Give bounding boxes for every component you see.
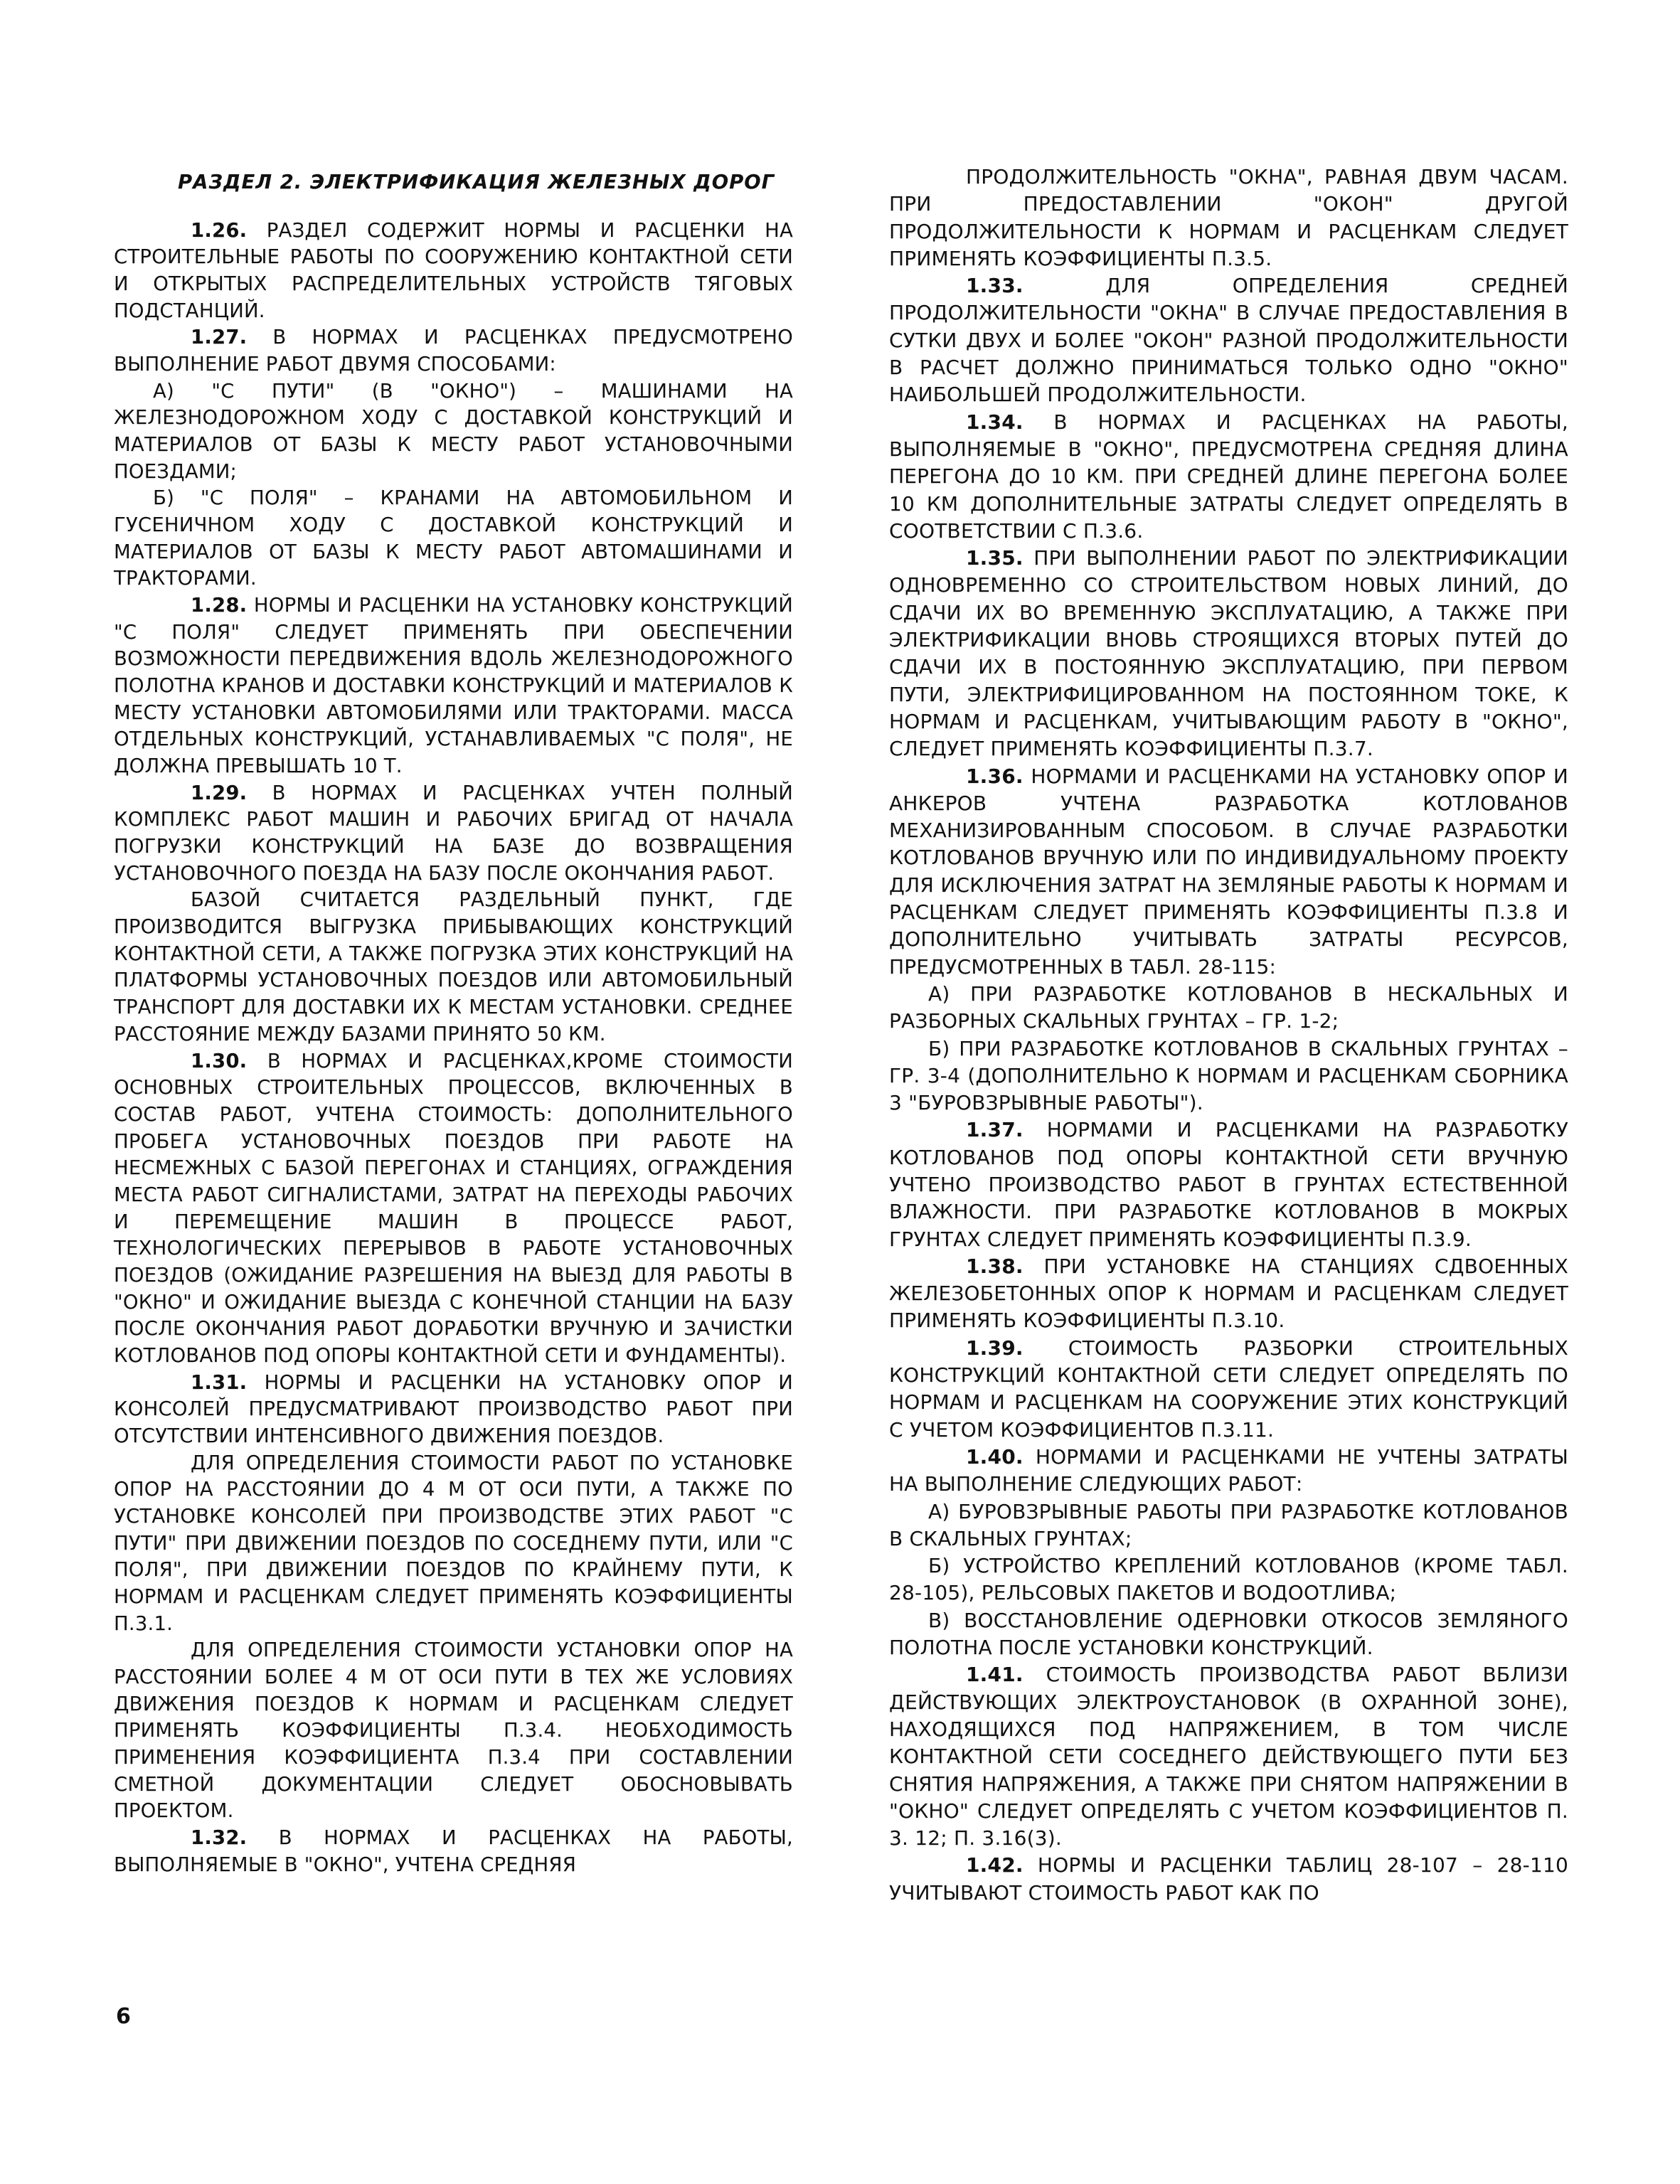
clause-number: 1.38. [966, 1254, 1024, 1278]
clause-number: 1.42. [966, 1853, 1024, 1877]
clause-number: 1.26. [191, 218, 248, 242]
paragraph-text: В НОРМАХ И РАСЦЕНКАХ,КРОМЕ СТОИМОСТИ ОСНОВНЫХ СТРОИТЕЛЬНЫХ ПРОЦЕССОВ, ВКЛЮЧЕННЫХ В СОСТАВ РАБОТ, УЧТЕНА СТОИМОСТЬ: ДОПОЛНИТЕЛЬНОГО ПРОБЕГА УСТАНОВОЧНЫХ ПОЕЗДОВ ПРИ РАБОТЕ НА НЕСМЕЖНЫХ С БАЗОЙ ПЕРЕГОНАХ И СТАНЦИЯХ, ОГРАЖДЕНИЯ МЕСТА РАБОТ СИГНАЛИСТАМИ, ЗАТРАТ НА ПЕРЕХОДЫ РАБОЧИХ И ПЕРЕМЕЩЕНИЕ МАШИН В ПРОЦЕССЕ РАБОТ, ТЕХНОЛОГИЧЕСКИХ ПЕРЕРЫВОВ В РАБОТЕ УСТАНОВОЧНЫХ ПОЕЗДОВ (ОЖИДАНИЕ РАЗРЕШЕНИЯ НА ВЫЕЗД ДЛЯ РАБОТЫ В "ОКНО" И ОЖИДАНИЕ ВЫЕЗДА С КОНЕЧНОЙ СТАНЦИИ НА БАЗУ ПОСЛЕ ОКОНЧАНИЯ РАБОТ ДОРАБОТКИ ВРУЧНУЮ И ЗАЧИСТКИ КОТЛОВАНОВ ПОД ОПОРЫ КОНТАКТНОЙ СЕТИ И ФУНДАМЕНТЫ). [114, 1049, 793, 1367]
paragraph-text: ПРОДОЛЖИТЕЛЬНОСТЬ "ОКНА", РАВНАЯ ДВУМ ЧАСАМ. ПРИ ПРЕДОСТАВЛЕНИИ "ОКОН" ДРУГОЙ ПРОДОЛЖИТЕЛЬНОСТИ К НОРМАМ И РАСЦЕНКАМ СЛЕДУЕТ ПРИМЕНЯТЬ КОЭФФИЦИЕНТЫ П.3.5. [889, 165, 1568, 270]
clause-number: 1.29. [191, 781, 248, 804]
text-paragraph [889, 1607, 1568, 1662]
clause-number: 1.39. [966, 1336, 1024, 1360]
text-paragraph [114, 1450, 793, 1638]
clause-paragraph [889, 545, 1568, 762]
paragraph-text: СТОИМОСТЬ РАЗБОРКИ СТРОИТЕЛЬНЫХ КОНСТРУКЦИЙ КОНТАКТНОЙ СЕТИ СЛЕДУЕТ ОПРЕДЕЛЯТЬ ПО НОРМАМ И РАСЦЕНКАМ НА СООРУЖЕНИЕ ЭТИХ КОНСТРУКЦИЙ С УЧЕТОМ КОЭФФИЦИЕНТОВ П.3.11. [889, 1336, 1568, 1442]
text-paragraph [889, 164, 1568, 272]
clause-paragraph [889, 1117, 1568, 1252]
clause-paragraph [114, 1370, 793, 1450]
paragraph-text: Б) "С ПОЛЯ" – КРАНАМИ НА АВТОМОБИЛЬНОМ И ГУСЕНИЧНОМ ХОДУ С ДОСТАВКОЙ КОНСТРУКЦИЙ И МАТЕРИАЛОВ ОТ БАЗЫ К МЕСТУ РАБОТ АВТОМАШИНАМИ И ТРАКТОРАМИ. [114, 486, 793, 590]
clause-number: 1.35. [966, 546, 1024, 570]
paragraph-text: Б) УСТРОЙСТВО КРЕПЛЕНИЙ КОТЛОВАНОВ (КРОМЕ ТАБЛ. 28-105), РЕЛЬСОВЫХ ПАКЕТОВ И ВОДООТЛИВА; [889, 1554, 1568, 1605]
clause-paragraph [114, 1048, 793, 1370]
page-number: 6 [116, 2004, 131, 2029]
paragraph-text: ПРИ ВЫПОЛНЕНИИ РАБОТ ПО ЭЛЕКТРИФИКАЦИИ ОДНОВРЕМЕННО СО СТРОИТЕЛЬСТВОМ НОВЫХ ЛИНИЙ, ДО СДАЧИ ИХ ВО ВРЕМЕННУЮ ЭКСПЛУАТАЦИЮ, А ТАКЖЕ ПРИ ЭЛЕКТРИФИКАЦИИ ВНОВЬ СТРОЯЩИХСЯ ВТОРЫХ ПУТЕЙ ДО СДАЧИ ИХ В ПОСТОЯННУЮ ЭКСПЛУАТАЦИЮ, ПРИ ПЕРВОМ ПУТИ, ЭЛЕКТРИФИЦИРОВАННОМ НА ПОСТОЯННОМ ТОКЕ, К НОРМАМ И РАСЦЕНКАМ, УЧИТЫВАЮЩИМ РАБОТУ В "ОКНО", СЛЕДУЕТ ПРИМЕНЯТЬ КОЭФФИЦИЕНТЫ П.3.7. [889, 546, 1568, 761]
clause-number: 1.34. [966, 410, 1024, 434]
clause-paragraph [889, 1661, 1568, 1852]
paragraph-text: СТОИМОСТЬ ПРОИЗВОДСТВА РАБОТ ВБЛИЗИ ДЕЙСТВУЮЩИХ ЭЛЕКТРОУСТАНОВОК (В ОХРАННОЙ ЗОНЕ), НАХОДЯЩИХСЯ ПОД НАПРЯЖЕНИЕМ, В ТОМ ЧИСЛЕ КОНТАКТНОЙ СЕТИ СОСЕДНЕГО ДЕЙСТВУЮЩЕГО ПУТИ БЕЗ СНЯТИЯ НАПРЯЖЕНИЯ, А ТАКЖЕ ПРИ СНЯТОМ НАПРЯЖЕНИИ В "ОКНО" СЛЕДУЕТ ОПРЕДЕЛЯТЬ С УЧЕТОМ КОЭФФИЦИЕНТОВ П. 3. 12; П. 3.16(3). [889, 1663, 1568, 1850]
paragraph-text: НОРМАМИ И РАСЦЕНКАМИ НЕ УЧТЕНЫ ЗАТРАТЫ НА ВЫПОЛНЕНИЕ СЛЕДУЮЩИХ РАБОТ: [889, 1444, 1568, 1496]
paragraph-text: В) ВОССТАНОВЛЕНИЕ ОДЕРНОВКИ ОТКОСОВ ЗЕМЛЯНОГО ПОЛОТНА ПОСЛЕ УСТАНОВКИ КОНСТРУКЦИЙ. [889, 1608, 1568, 1660]
clause-number: 1.41. [966, 1663, 1024, 1687]
right-column [889, 164, 1568, 1907]
clause-number: 1.36. [966, 764, 1024, 788]
paragraph-text: ПРИ УСТАНОВКЕ НА СТАНЦИЯХ СДВОЕННЫХ ЖЕЛЕЗОБЕТОННЫХ ОПОР К НОРМАМ И РАСЦЕНКАМ СЛЕДУЕТ ПРИМЕНЯТЬ КОЭФФИЦИЕНТЫ П.3.10. [889, 1254, 1568, 1333]
paragraph-text: НОРМЫ И РАСЦЕНКИ ТАБЛИЦ 28-107 – 28-110 УЧИТЫВАЮТ СТОИМОСТЬ РАБОТ КАК ПО [889, 1853, 1568, 1905]
text-paragraph [114, 1637, 793, 1825]
paragraph-text: НОРМЫ И РАСЦЕНКИ НА УСТАНОВКУ ОПОР И КОНСОЛЕЙ ПРЕДУСМАТРИВАЮТ ПРОИЗВОДСТВО РАБОТ ПРИ ОТСУТСТВИИ ИНТЕНСИВНОГО ДВИЖЕНИЯ ПОЕЗДОВ. [114, 1370, 793, 1447]
clause-paragraph [889, 1852, 1568, 1907]
clause-paragraph [889, 763, 1568, 981]
paragraph-text: Б) ПРИ РАЗРАБОТКЕ КОТЛОВАНОВ В СКАЛЬНЫХ ГРУНТАХ – ГР. 3-4 (ДОПОЛНИТЕЛЬНО К НОРМАМ И РАСЦЕНКАМ СБОРНИКА 3 "БУРОВЗРЫВНЫЕ РАБОТЫ"). [889, 1036, 1568, 1115]
clause-number: 1.32. [191, 1826, 248, 1849]
clause-paragraph [114, 1825, 793, 1878]
clause-paragraph [114, 218, 793, 325]
text-paragraph [889, 1552, 1568, 1607]
clause-paragraph [889, 1335, 1568, 1444]
clause-paragraph [889, 272, 1568, 408]
clause-number: 1.33. [966, 274, 1024, 298]
paragraph-text: В НОРМАХ И РАСЦЕНКАХ НА РАБОТЫ, ВЫПОЛНЯЕМЫЕ В "ОКНО", УЧТЕНА СРЕДНЯЯ [114, 1826, 793, 1876]
clause-paragraph [114, 780, 793, 888]
clause-number: 1.37. [966, 1118, 1024, 1142]
clause-number: 1.27. [191, 326, 248, 349]
clause-paragraph [889, 1253, 1568, 1335]
clause-number: 1.30. [191, 1049, 248, 1072]
paragraph-text: В НОРМАХ И РАСЦЕНКАХ НА РАБОТЫ, ВЫПОЛНЯЕМЫЕ В "ОКНО", ПРЕДУСМОТРЕНА СРЕДНЯЯ ДЛИНА ПЕРЕГОНА ДО 10 КМ. ПРИ СРЕДНЕЙ ДЛИНЕ ПЕРЕГОНА БОЛЕЕ 10 КМ ДОПОЛНИТЕЛЬНЫЕ ЗАТРАТЫ СЛЕДУЕТ ОПРЕДЕЛЯТЬ В СООТВЕТСТВИИ С П.3.6. [889, 410, 1568, 543]
text-paragraph [114, 378, 793, 486]
text-paragraph [114, 887, 793, 1048]
left-column [114, 164, 793, 1878]
paragraph-text: ДЛЯ ОПРЕДЕЛЕНИЯ СТОИМОСТИ РАБОТ ПО УСТАНОВКЕ ОПОР НА РАССТОЯНИИ ДО 4 М ОТ ОСИ ПУТИ, А ТАКЖЕ ПО УСТАНОВКЕ КОНСОЛЕЙ ПРИ ПРОИЗВОДСТВЕ ЭТИХ РАБОТ "С ПУТИ" ПРИ ДВИЖЕНИИ ПОЕЗДОВ ПО СОСЕДНЕМУ ПУТИ, ИЛИ "С ПОЛЯ", ПРИ ДВИЖЕНИИ ПОЕЗДОВ ПО КРАЙНЕМУ ПУТИ, К НОРМАМ И РАСЦЕНКАМ СЛЕДУЕТ ПРИМЕНЯТЬ КОЭФФИЦИЕНТЫ П.3.1. [114, 1451, 793, 1635]
clause-number: 1.28. [191, 594, 248, 617]
text-paragraph [889, 981, 1568, 1035]
paragraph-text: А) ПРИ РАЗРАБОТКЕ КОТЛОВАНОВ В НЕСКАЛЬНЫХ И РАЗБОРНЫХ СКАЛЬНЫХ ГРУНТАХ – ГР. 1-2; [889, 981, 1568, 1033]
clause-number: 1.40. [966, 1444, 1024, 1469]
section-heading: РАЗДЕЛ 2. ЭЛЕКТРИФИКАЦИЯ ЖЕЛЕЗНЫХ ДОРОГ [178, 171, 775, 193]
paragraph-text: НОРМЫ И РАСЦЕНКИ НА УСТАНОВКУ КОНСТРУКЦИЙ "С ПОЛЯ" СЛЕДУЕТ ПРИМЕНЯТЬ ПРИ ОБЕСПЕЧЕНИИ ВОЗМОЖНОСТИ ПЕРЕДВИЖЕНИЯ ВДОЛЬ ЖЕЛЕЗНОДОРОЖНОГО ПОЛОТНА КРАНОВ И ДОСТАВКИ КОНСТРУКЦИЙ И МАТЕРИАЛОВ К МЕСТУ УСТАНОВКИ АВТОМОБИЛЯМИ ИЛИ ТРАКТОРАМИ. МАССА ОТДЕЛЬНЫХ КОНСТРУКЦИЙ, УСТАНАВЛИВАЕМЫХ "С ПОЛЯ", НЕ ДОЛЖНА ПРЕВЫШАТЬ 10 Т. [114, 594, 793, 778]
paragraph-text: РАЗДЕЛ СОДЕРЖИТ НОРМЫ И РАСЦЕНКИ НА СТРОИТЕЛЬНЫЕ РАБОТЫ ПО СООРУЖЕНИЮ КОНТАКТНОЙ СЕТИ И ОТКРЫТЫХ РАСПРЕДЕЛИТЕЛЬНЫХ УСТРОЙСТВ ТЯГОВЫХ ПОДСТАНЦИЙ. [114, 218, 793, 322]
paragraph-text: В НОРМАХ И РАСЦЕНКАХ ПРЕДУСМОТРЕНО ВЫПОЛНЕНИЕ РАБОТ ДВУМЯ СПОСОБАМИ: [114, 326, 793, 376]
clause-paragraph [889, 409, 1568, 545]
paragraph-text: НОРМАМИ И РАСЦЕНКАМИ НА РАЗРАБОТКУ КОТЛОВАНОВ ПОД ОПОРЫ КОНТАКТНОЙ СЕТИ ВРУЧНУЮ УЧТЕНО ПРОИЗВОДСТВО РАБОТ В ГРУНТАХ ЕСТЕСТВЕННОЙ ВЛАЖНОСТИ. ПРИ РАЗРАБОТКЕ КОТЛОВАНОВ В МОКРЫХ ГРУНТАХ СЛЕДУЕТ ПРИМЕНЯТЬ КОЭФФИЦИЕНТЫ П.3.9. [889, 1118, 1568, 1251]
paragraph-text: БАЗОЙ СЧИТАЕТСЯ РАЗДЕЛЬНЫЙ ПУНКТ, ГДЕ ПРОИЗВОДИТСЯ ВЫГРУЗКА ПРИБЫВАЮЩИХ КОНСТРУКЦИЙ КОНТАКТНОЙ СЕТИ, А ТАКЖЕ ПОГРУЗКА ЭТИХ КОНСТРУКЦИЙ НА ПЛАТФОРМЫ УСТАНОВОЧНЫХ ПОЕЗДОВ ИЛИ АВТОМОБИЛЬНЫЙ ТРАНСПОРТ ДЛЯ ДОСТАВКИ ИХ К МЕСТАМ УСТАНОВКИ. СРЕДНЕЕ РАССТОЯНИЕ МЕЖДУ БАЗАМИ ПРИНЯТО 50 КМ. [114, 888, 793, 1045]
text-paragraph [889, 1498, 1568, 1553]
paragraph-text: НОРМАМИ И РАСЦЕНКАМИ НА УСТАНОВКУ ОПОР И АНКЕРОВ УЧТЕНА РАЗРАБОТКА КОТЛОВАНОВ МЕХАНИЗИРОВАННЫМ СПОСОБОМ. В СЛУЧАЕ РАЗРАБОТКИ КОТЛОВАНОВ ВРУЧНУЮ ИЛИ ПО ИНДИВИДУАЛЬНОМУ ПРОЕКТУ ДЛЯ ИСКЛЮЧЕНИЯ ЗАТРАТ НА ЗЕМЛЯНЫЕ РАБОТЫ К НОРМАМ И РАСЦЕНКАМ СЛЕДУЕТ ПРИМЕНЯТЬ КОЭФФИЦИЕНТЫ П.3.8 И ДОПОЛНИТЕЛЬНО УЧИТЫВАТЬ ЗАТРАТЫ РЕСУРСОВ, ПРЕДУСМОТРЕННЫХ В ТАБЛ. 28-115: [889, 764, 1568, 979]
paragraph-text: ДЛЯ ОПРЕДЕЛЕНИЯ СТОИМОСТИ УСТАНОВКИ ОПОР НА РАССТОЯНИИ БОЛЕЕ 4 М ОТ ОСИ ПУТИ В ТЕХ ЖЕ УСЛОВИЯХ ДВИЖЕНИЯ ПОЕЗДОВ К НОРМАМ И РАСЦЕНКАМ СЛЕДУЕТ ПРИМЕНЯТЬ КОЭФФИЦИЕНТЫ П.3.4. НЕОБХОДИМОСТЬ ПРИМЕНЕНИЯ КОЭФФИЦИЕНТА П.3.4 ПРИ СОСТАВЛЕНИИ СМЕТНОЙ ДОКУМЕНТАЦИИ СЛЕДУЕТ ОБОСНОВЫВАТЬ ПРОЕКТОМ. [114, 1639, 793, 1823]
text-paragraph [114, 485, 793, 592]
clause-number: 1.31. [191, 1370, 248, 1394]
paragraph-text: ДЛЯ ОПРЕДЕЛЕНИЯ СРЕДНЕЙ ПРОДОЛЖИТЕЛЬНОСТИ "ОКНА" В СЛУЧАЕ ПРЕДОСТАВЛЕНИЯ В СУТКИ ДВУХ И БОЛЕЕ "ОКОН" РАЗНОЙ ПРОДОЛЖИТЕЛЬНОСТИ В РАСЧЕТ ДОЛЖНО ПРИНИМАТЬСЯ ТОЛЬКО ОДНО "ОКНО" НАИБОЛЬШЕЙ ПРОДОЛЖИТЕЛЬНОСТИ. [889, 274, 1568, 407]
clause-paragraph [114, 592, 793, 780]
paragraph-text: В НОРМАХ И РАСЦЕНКАХ УЧТЕН ПОЛНЫЙ КОМПЛЕКС РАБОТ МАШИН И РАБОЧИХ БРИГАД ОТ НАЧАЛА ПОГРУЗКИ КОНСТРУКЦИЙ НА БАЗЕ ДО ВОЗВРАЩЕНИЯ УСТАНОВОЧНОГО ПОЕЗДА НА БАЗУ ПОСЛЕ ОКОНЧАНИЯ РАБОТ. [114, 781, 793, 885]
text-paragraph [889, 1035, 1568, 1117]
clause-paragraph [114, 324, 793, 378]
paragraph-text: А) БУРОВЗРЫВНЫЕ РАБОТЫ ПРИ РАЗРАБОТКЕ КОТЛОВАНОВ В СКАЛЬНЫХ ГРУНТАХ; [889, 1499, 1568, 1550]
clause-paragraph [889, 1444, 1568, 1498]
paragraph-text: А) "С ПУТИ" (В "ОКНО") – МАШИНАМИ НА ЖЕЛЕЗНОДОРОЖНОМ ХОДУ С ДОСТАВКОЙ КОНСТРУКЦИЙ И МАТЕРИАЛОВ ОТ БАЗЫ К МЕСТУ РАБОТ УСТАНОВОЧНЫМИ ПОЕЗДАМИ; [114, 379, 793, 483]
